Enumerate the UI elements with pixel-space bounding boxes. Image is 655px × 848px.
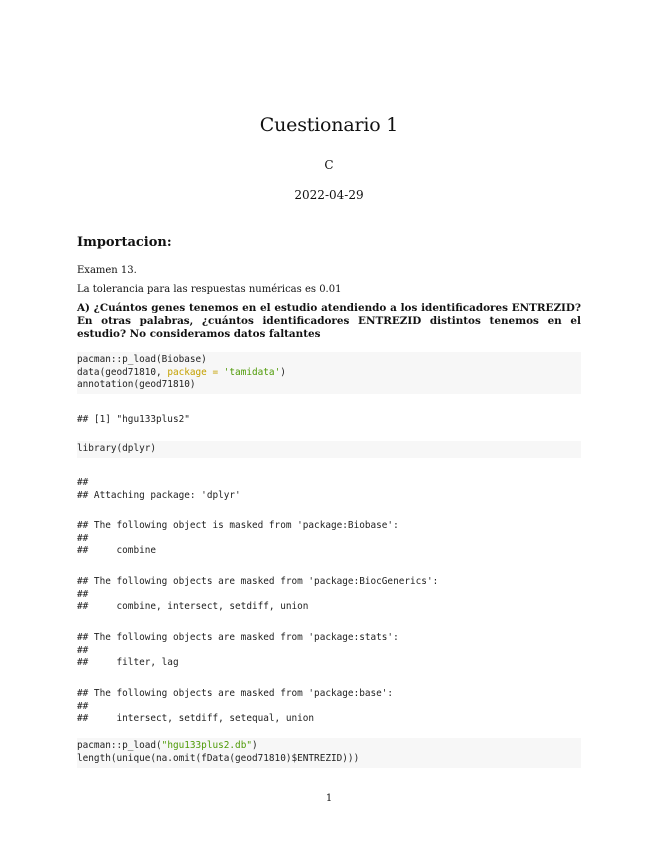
output-line: ## bbox=[77, 644, 89, 656]
code-token: pacman::p_load( bbox=[77, 740, 162, 751]
code-string: 'tamidata' bbox=[223, 366, 281, 378]
code-token: ) bbox=[251, 740, 258, 751]
output-line: ## bbox=[77, 700, 89, 712]
output-block-1 bbox=[77, 414, 581, 427]
code-block-3 bbox=[77, 738, 581, 768]
output-line: ## The following objects are masked from 'package:BiocGenerics': bbox=[77, 576, 439, 587]
code-line: library(dplyr) bbox=[77, 443, 157, 454]
output-masked-base bbox=[77, 688, 581, 726]
output-line: ## filter, lag bbox=[77, 657, 179, 668]
page-number: 1 bbox=[325, 793, 333, 804]
code-line: pacman::p_load(Biobase) bbox=[77, 354, 207, 365]
output-line: ## bbox=[77, 532, 89, 544]
output-attach bbox=[77, 477, 581, 502]
code-argument: package = bbox=[167, 366, 224, 378]
code-line bbox=[77, 740, 581, 753]
output-line: ## combine bbox=[77, 545, 157, 556]
output-line: ## [1] "hgu133plus2" bbox=[77, 414, 190, 425]
document-page bbox=[77, 0, 581, 848]
output-line: ## bbox=[77, 588, 89, 600]
code-block-1 bbox=[77, 352, 581, 394]
code-token: data(geod71810, bbox=[77, 366, 168, 378]
output-masked-stats bbox=[77, 632, 581, 670]
tolerance-paragraph: La tolerancia para las respuestas numéricas es 0.01 bbox=[77, 284, 342, 295]
output-line: ## intersect, setdiff, setequal, union bbox=[77, 713, 315, 724]
code-block-2 bbox=[77, 441, 581, 458]
output-line: ## The following objects are masked from 'package:base': bbox=[77, 688, 394, 699]
code-line bbox=[77, 367, 581, 380]
output-line: ## The following object is masked from 'package:Biobase': bbox=[77, 520, 399, 531]
output-line: ## combine, intersect, setdiff, union bbox=[77, 601, 309, 612]
output-masked-biobase bbox=[77, 520, 581, 558]
code-line: annotation(geod71810) bbox=[77, 379, 196, 390]
output-line: ## bbox=[77, 477, 89, 488]
document-author: C bbox=[324, 158, 334, 172]
output-masked-biocgenerics bbox=[77, 576, 581, 614]
code-string: "hgu133plus2.db" bbox=[161, 740, 252, 751]
exam-paragraph: Examen 13. bbox=[77, 265, 137, 276]
output-line: ## The following objects are masked from 'package:stats': bbox=[77, 632, 399, 643]
question-a-text: A) ¿Cuántos genes tenemos en el estudio atendiendo a los identificadores ENTREZID? En otras palabras, ¿cuántos identificadores ENTREZID distintos tenemos en el estudio? No consideramos datos faltantes bbox=[77, 302, 581, 340]
output-line: ## Attaching package: 'dplyr' bbox=[77, 489, 241, 501]
section-heading: Importacion: bbox=[77, 235, 172, 250]
document-date: 2022-04-29 bbox=[294, 188, 364, 202]
code-line: length(unique(na.omit(fData(geod71810)$ENTREZID))) bbox=[77, 752, 360, 764]
code-token: ) bbox=[280, 366, 286, 378]
document-title: Cuestionario 1 bbox=[259, 114, 399, 136]
